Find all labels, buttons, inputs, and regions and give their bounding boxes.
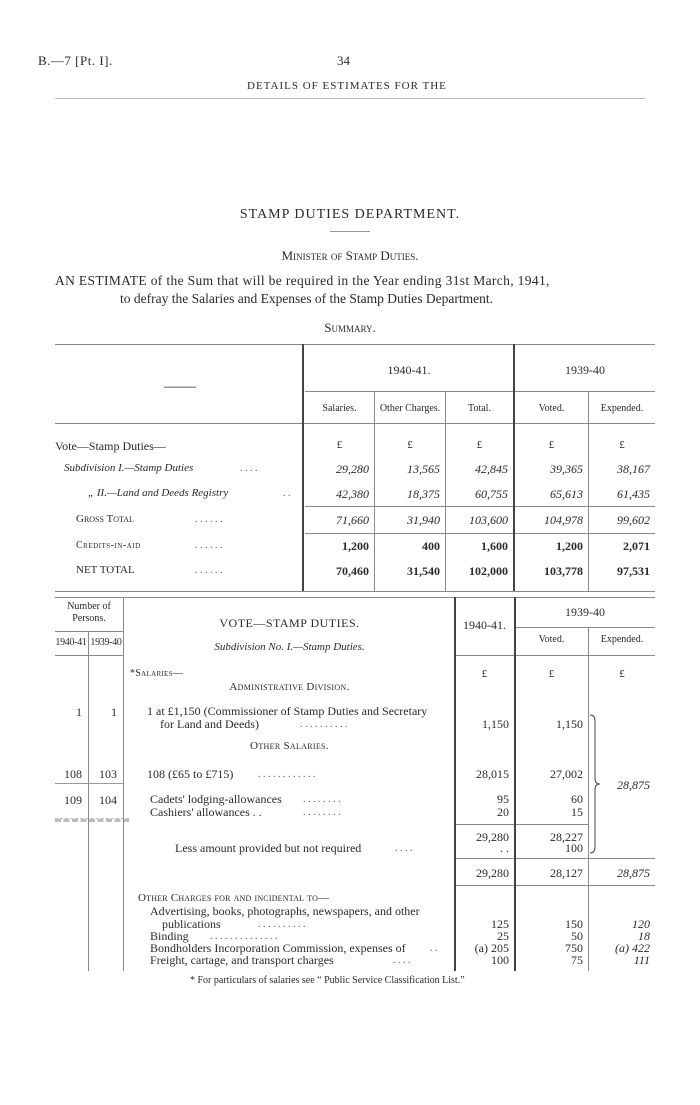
persons-header: Number of Persons. xyxy=(67,601,111,624)
cell-voted: 1,200 xyxy=(556,539,583,553)
persons-total-previous: 104 xyxy=(99,793,117,807)
cell-current: 95 xyxy=(497,792,509,806)
cashiers-label: Cashiers' allowances . . xyxy=(150,805,262,819)
summary-year-current: 1940-41. xyxy=(387,363,431,377)
col-expended: Expended. xyxy=(600,403,644,414)
other-charges-heading: Other Charges for and incidental to— xyxy=(138,892,330,904)
cell-total: 42,845 xyxy=(475,462,508,476)
pound-sign: £ xyxy=(548,668,555,680)
administrative-division: Administrative Division. xyxy=(229,681,350,693)
charge-line-1: Advertising, books, photographs, newspapers, and other xyxy=(150,904,420,918)
vote-col-expended: Expended. xyxy=(600,634,644,645)
leader-dots: . . . . xyxy=(395,843,413,854)
leader-dots: . . . . xyxy=(393,955,411,966)
net-expended: 28,875 xyxy=(617,866,650,880)
charge-line-1: Freight, cartage, and transport charges xyxy=(150,953,334,967)
leader-dots: . . . . . . . . . . xyxy=(300,719,348,730)
leader-dots: . . . . xyxy=(240,463,258,474)
less-label: Less amount provided but not required xyxy=(175,841,362,855)
subtotal-current: 29,280 xyxy=(476,830,509,844)
persons-previous: 103 xyxy=(99,767,117,781)
minister-heading: Minister of Stamp Duties. xyxy=(281,248,419,263)
leader-dots: . . . . . . . . . . . . xyxy=(258,769,316,780)
persons-total-current: 109 xyxy=(64,793,82,807)
charge-line-1: Binding xyxy=(150,929,189,943)
expended-bracket-total: 28,875 xyxy=(617,778,650,792)
cell-voted: 103,778 xyxy=(544,564,583,578)
charge-line-2: publications xyxy=(162,917,221,931)
cell-current: 28,015 xyxy=(476,767,509,781)
vote-label: Vote—Stamp Duties— xyxy=(55,439,166,453)
col-voted: Voted. xyxy=(538,403,565,414)
row-label: Credits-in-aid xyxy=(76,540,141,551)
cell-voted: 15 xyxy=(571,805,583,819)
cell-voted: 104,978 xyxy=(544,513,583,527)
cell-current: 25 xyxy=(497,929,509,943)
cell-current: (a) 205 xyxy=(474,941,509,955)
row-label: „ II.—Land and Deeds Registry xyxy=(88,487,229,499)
others-label: 108 (£65 to £715) xyxy=(147,767,234,781)
leader-dots: . . . . . . xyxy=(195,565,223,576)
charge-line-1: Bondholders Incorporation Commission, expenses of xyxy=(150,941,406,955)
commissioner-line-2: for Land and Deeds) xyxy=(160,717,259,731)
vote-col-previous: 1939-40 xyxy=(565,605,605,619)
cell-expended: 97,531 xyxy=(617,564,650,578)
cell-voted: 1,150 xyxy=(556,717,583,731)
leader-dots: . . . . . . . . . . . . . . xyxy=(210,931,278,942)
cell-total: 60,755 xyxy=(475,487,508,501)
estimate-line-2: to defray the Salaries and Expenses of the Stamp Duties Department. xyxy=(120,291,494,306)
leader-dots: . . xyxy=(430,943,438,954)
cell-voted: 39,365 xyxy=(550,462,583,476)
summary-year-previous: 1939-40 xyxy=(565,363,605,377)
subtotal-voted: 28,227 xyxy=(550,830,583,844)
summary-heading: Summary. xyxy=(324,320,376,335)
leader-dots: . . xyxy=(283,488,291,499)
cell-other: 13,565 xyxy=(407,462,440,476)
cadets-label: Cadets' lodging-allowances xyxy=(150,792,282,806)
cell-expended: 38,167 xyxy=(617,462,650,476)
row-label: Subdivision I.—Stamp Duties xyxy=(64,462,194,474)
pound-sign: £ xyxy=(407,439,413,451)
cell-voted: 100 xyxy=(565,841,583,855)
cell-total: 1,600 xyxy=(481,539,508,553)
persons-current: 108 xyxy=(64,767,82,781)
page-number: 34 xyxy=(337,53,350,68)
cell-other: 400 xyxy=(422,539,440,553)
other-salaries-heading: Other Salaries. xyxy=(250,740,329,752)
cell-current: . . xyxy=(500,841,509,855)
cell-expended: (a) 422 xyxy=(615,941,650,955)
cell-other: 18,375 xyxy=(407,487,440,501)
leader-dots: . . . . . . . . xyxy=(303,807,341,818)
cell-salaries: 1,200 xyxy=(342,539,369,553)
cell-salaries: 70,460 xyxy=(336,564,369,578)
cell-total: 103,600 xyxy=(469,513,508,527)
leader-dots: . . . . . . . . . . xyxy=(258,919,306,930)
row-label: Gross Total xyxy=(76,513,134,525)
cell-voted: 75 xyxy=(571,953,583,967)
row-label: NET TOTAL xyxy=(76,564,135,576)
col-salaries: Salaries. xyxy=(322,403,357,414)
cell-current: 20 xyxy=(497,805,509,819)
cell-voted: 50 xyxy=(571,929,583,943)
net-current: 29,280 xyxy=(476,866,509,880)
cell-other: 31,940 xyxy=(407,513,440,527)
cell-other: 31,540 xyxy=(407,564,440,578)
cell-expended: 99,602 xyxy=(617,513,650,527)
cell-expended: 18 xyxy=(638,929,650,943)
cell-total: 102,000 xyxy=(469,564,508,578)
cell-expended: 120 xyxy=(632,917,650,931)
estimate-line-1: AN ESTIMATE of the Sum that will be required in the Year ending 31st March, 1941, xyxy=(55,273,550,288)
title-rule xyxy=(330,231,370,232)
col-other-charges: Other Charges. xyxy=(379,403,441,414)
cell-voted: 27,002 xyxy=(550,767,583,781)
cell-current: 100 xyxy=(491,953,509,967)
pound-sign: £ xyxy=(619,668,625,680)
pound-sign: £ xyxy=(336,439,343,451)
stub-dash: —— xyxy=(164,378,196,395)
department-title: STAMP DUTIES DEPARTMENT. xyxy=(239,207,461,222)
subdivision-heading: Subdivision No. I.—Stamp Duties. xyxy=(214,641,365,653)
leader-dots: . . . . . . xyxy=(195,514,223,525)
cell-salaries: 71,660 xyxy=(336,513,369,527)
leader-dots: . . . . . . xyxy=(195,540,223,551)
footnote: * For particulars of salaries see “ Public Service Classification List.” xyxy=(190,975,465,986)
cell-voted: 150 xyxy=(565,917,583,931)
vote-title: VOTE—STAMP DUTIES. xyxy=(219,616,360,630)
header-rule xyxy=(55,98,645,99)
cell-salaries: 42,380 xyxy=(336,487,369,501)
col-total: Total. xyxy=(468,403,491,414)
cell-current: 1,150 xyxy=(482,717,509,731)
cell-salaries: 29,280 xyxy=(336,462,369,476)
cell-expended: 2,071 xyxy=(623,539,650,553)
persons-year-current: 1940-41 xyxy=(55,637,87,648)
net-voted: 28,127 xyxy=(550,866,583,880)
leader-dots: . . . . . . . . xyxy=(303,794,341,805)
commissioner-line-1: 1 at £1,150 (Commissioner of Stamp Duties and Secretary xyxy=(147,704,428,718)
pound-sign: £ xyxy=(548,439,555,451)
salaries-heading: *Salaries— xyxy=(130,668,184,679)
cell-expended: 61,435 xyxy=(617,487,650,501)
cell-expended: 111 xyxy=(633,953,650,967)
vote-col-current: 1940-41. xyxy=(463,618,506,632)
running-title: DETAILS OF ESTIMATES FOR THE xyxy=(247,80,447,92)
cell-voted: 750 xyxy=(565,941,583,955)
pound-sign: £ xyxy=(481,668,488,680)
pound-sign: £ xyxy=(476,439,483,451)
persons-previous: 1 xyxy=(111,705,117,719)
persons-year-previous: 1939-40 xyxy=(90,637,122,648)
persons-current: 1 xyxy=(76,705,82,719)
cell-voted: 60 xyxy=(571,792,583,806)
vote-col-voted: Voted. xyxy=(538,634,565,645)
page-reference: B.—7 [Pt. I]. xyxy=(38,53,113,68)
cell-voted: 65,613 xyxy=(550,487,583,501)
cell-current: 125 xyxy=(491,917,509,931)
pound-sign: £ xyxy=(619,439,625,451)
